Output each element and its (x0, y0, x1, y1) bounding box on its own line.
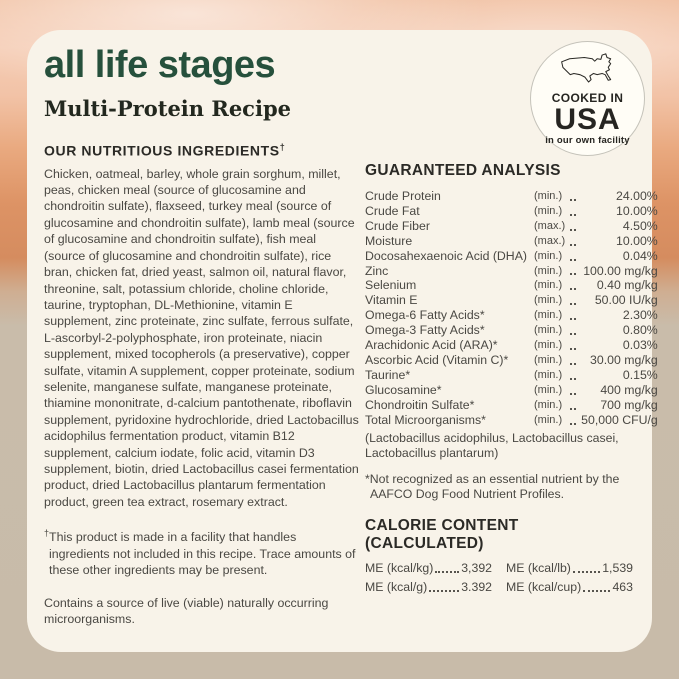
min-max-qualifier: (min.) (534, 353, 563, 366)
min-max-qualifier: (min.) (534, 204, 563, 217)
nutrient-value: 2.30% (622, 308, 658, 323)
min-max-qualifier: (min.) (534, 190, 563, 202)
nutrient-value: 0.80% (622, 323, 658, 338)
ingredients-text: Chicken, oatmeal, barley, whole grain sorghum, millet, peas, chicken meal (source of glucosamine and chondroitin sulfate), flaxseed, turkey meal (source of glucosamine and chondroitin sulfate), lamb meal (source of glucosamine and chondroitin sulfate), fish meal (source of glucosamine and chondroitin sulfate), rice bran, chicken fat, dried yeast, salmon oil, natural flavor, threonine, salt, potassium chloride, choline chloride, taurine, tryptophan, DL-Methionine, vitamin E supplement, zinc proteinate, zinc sulfate, ferrous sulfate, L-ascorbyl-2-polyphosphate, iron proteinate, niacin supplement, mixed tocopherols (a preservative), copper sulfate, vitamin A supplement, copper proteinate, sodium selenite, manganese sulfate, manganese proteinate, thiamine mononitrate, d-calcium pantothenate, riboflavin supplement, pyridoxine hydrochloride, dried Lactobacillus acidophilus fermentation product, vitamin B12 supplement, calcium iodate, folic acid, vitamin D3 supplement, biotin, dried Lactobacillus casei fermentation product, dried Lactobacillus plantarum fermentation product, green tea extract, rosemary extract. (44, 166, 359, 509)
leader-dots (583, 590, 610, 592)
min-max-qualifier: (max.) (534, 219, 566, 232)
dagger-mark: † (44, 528, 50, 539)
facility-footnote-text: This product is made in a facility that handles ingredients not included in this recipe. Trace amounts of these other ingredients may be present. (49, 530, 356, 578)
leader-dots (570, 393, 576, 395)
leader-dots (570, 318, 576, 320)
guaranteed-analysis-heading: GUARANTEED ANALYSIS (365, 162, 561, 179)
nutrient-value: 400 mg/kg (600, 382, 658, 397)
cooked-in-usa-badge (530, 41, 645, 156)
calorie-column-left (365, 561, 492, 595)
nutrient-label: Total Microorganisms* (365, 412, 486, 427)
min-max-qualifier: (min.) (534, 324, 563, 337)
ingredients-heading-text: OUR NUTRITIOUS INGREDIENTS (44, 142, 280, 159)
nutrient-value: 30.00 mg/kg (590, 352, 658, 367)
lactobacillus-species-note: (Lactobacillus acidophilus, Lactobacillus casei, Lactobacillus plantarum) (365, 430, 619, 460)
min-max-qualifier: (min.) (534, 264, 563, 277)
leader-dots (573, 571, 600, 573)
leader-dots (570, 423, 576, 425)
nutrient-label: Crude Fat (365, 203, 420, 218)
leader-dots (570, 199, 576, 201)
nutrient-label: Arachidonic Acid (ARA)* (365, 338, 498, 353)
leader-dots (570, 363, 576, 365)
nutrient-label: Omega-3 Fatty Acids* (365, 323, 485, 338)
page-title: all life stages (44, 44, 276, 86)
ingredients-column (44, 142, 359, 627)
nutrient-value: 10.00% (616, 203, 658, 218)
nutrient-label: Vitamin E (365, 293, 418, 308)
min-max-qualifier: (min.) (534, 339, 563, 352)
min-max-qualifier: (min.) (534, 413, 563, 426)
facility-footnote (44, 525, 359, 578)
badge-usa-text: USA (554, 102, 621, 136)
calorie-value: 3.392 (461, 580, 492, 595)
leader-dots (570, 214, 576, 216)
badge-facility-text: in our own facility (545, 134, 630, 146)
nutrient-label: Crude Protein (365, 189, 441, 203)
usa-map-icon (557, 52, 619, 90)
min-max-qualifier: (min.) (534, 294, 563, 307)
leader-dots (570, 273, 576, 275)
min-max-qualifier: (min.) (534, 383, 563, 396)
nutrient-value: 0.15% (622, 367, 658, 382)
calorie-value: 1,539 (602, 561, 633, 576)
leader-dots (570, 303, 576, 305)
calorie-value: 463 (612, 580, 633, 595)
label-card (27, 30, 658, 652)
nutrient-value: 24.00% (616, 189, 658, 203)
nutrient-value: 0.04% (622, 248, 658, 263)
nutrient-value: 4.50% (622, 218, 658, 233)
min-max-qualifier: (min.) (534, 368, 563, 381)
nutrient-label: Moisture (365, 233, 413, 248)
min-max-qualifier: (min.) (534, 398, 563, 411)
nutrient-label: Chondroitin Sulfate* (365, 397, 475, 412)
leader-dots (570, 408, 576, 410)
calorie-label: ME (kcal/kg) (365, 561, 434, 576)
leader-dots (570, 229, 576, 231)
calorie-label: ME (kcal/g) (365, 580, 428, 595)
dagger-mark: † (279, 142, 286, 152)
calorie-entry (506, 561, 633, 576)
nutrient-value: 10.00% (616, 233, 658, 248)
leader-dots (570, 288, 576, 290)
calorie-label: ME (kcal/lb) (506, 561, 571, 576)
calorie-label: ME (kcal/cup) (506, 580, 582, 595)
leader-dots (570, 378, 576, 380)
nutrient-label: Zinc (365, 263, 389, 278)
nutrient-label: Omega-6 Fatty Acids* (365, 308, 485, 323)
nutrient-value: 50.00 IU/kg (594, 293, 658, 308)
calorie-value: 3,392 (461, 561, 492, 576)
nutrient-value: 100.00 mg/kg (583, 263, 658, 278)
min-max-qualifier: (min.) (534, 249, 563, 262)
leader-dots (570, 244, 576, 246)
calorie-content-heading: CALORIE CONTENT (CALCULATED) (365, 517, 519, 553)
leader-dots (570, 348, 576, 350)
nutrient-label: Docosahexaenoic Acid (DHA) (365, 248, 527, 263)
nutrient-value: 0.03% (622, 338, 658, 353)
nutrient-value: 700 mg/kg (600, 397, 658, 412)
nutrient-value: 0.40 mg/kg (596, 278, 658, 293)
badge-cooked-in-text: COOKED IN (551, 90, 624, 105)
min-max-qualifier: (min.) (534, 279, 563, 292)
nutrient-label: Ascorbic Acid (Vitamin C)* (365, 352, 509, 367)
nutrient-label: Selenium (365, 278, 417, 293)
nutrient-label: Glucosamine* (365, 382, 442, 397)
microorganisms-note: Contains a source of live (viable) naturally occurring microorganisms. (44, 595, 329, 626)
min-max-qualifier: (max.) (534, 234, 566, 247)
nutrient-label: Taurine* (365, 367, 411, 382)
leader-dots (429, 590, 459, 592)
calorie-column-right (506, 561, 633, 595)
calorie-entry (365, 580, 492, 595)
nutrient-label: Crude Fiber (365, 218, 430, 233)
calorie-entry (506, 580, 633, 595)
analysis-column (365, 162, 658, 595)
calorie-content-table (365, 561, 633, 595)
leader-dots (570, 333, 576, 335)
leader-dots (570, 259, 576, 261)
calorie-entry (365, 561, 492, 576)
page-subtitle: Multi-Protein Recipe (44, 96, 291, 121)
leader-dots (435, 571, 459, 573)
min-max-qualifier: (min.) (534, 309, 563, 322)
nutrient-value: 50,000 CFU/g (581, 412, 658, 427)
ingredients-heading (44, 142, 359, 159)
aafco-footnote: *Not recognized as an essential nutrient by the AAFCO Dog Food Nutrient Profiles. (365, 471, 620, 502)
guaranteed-analysis-table (365, 189, 658, 428)
